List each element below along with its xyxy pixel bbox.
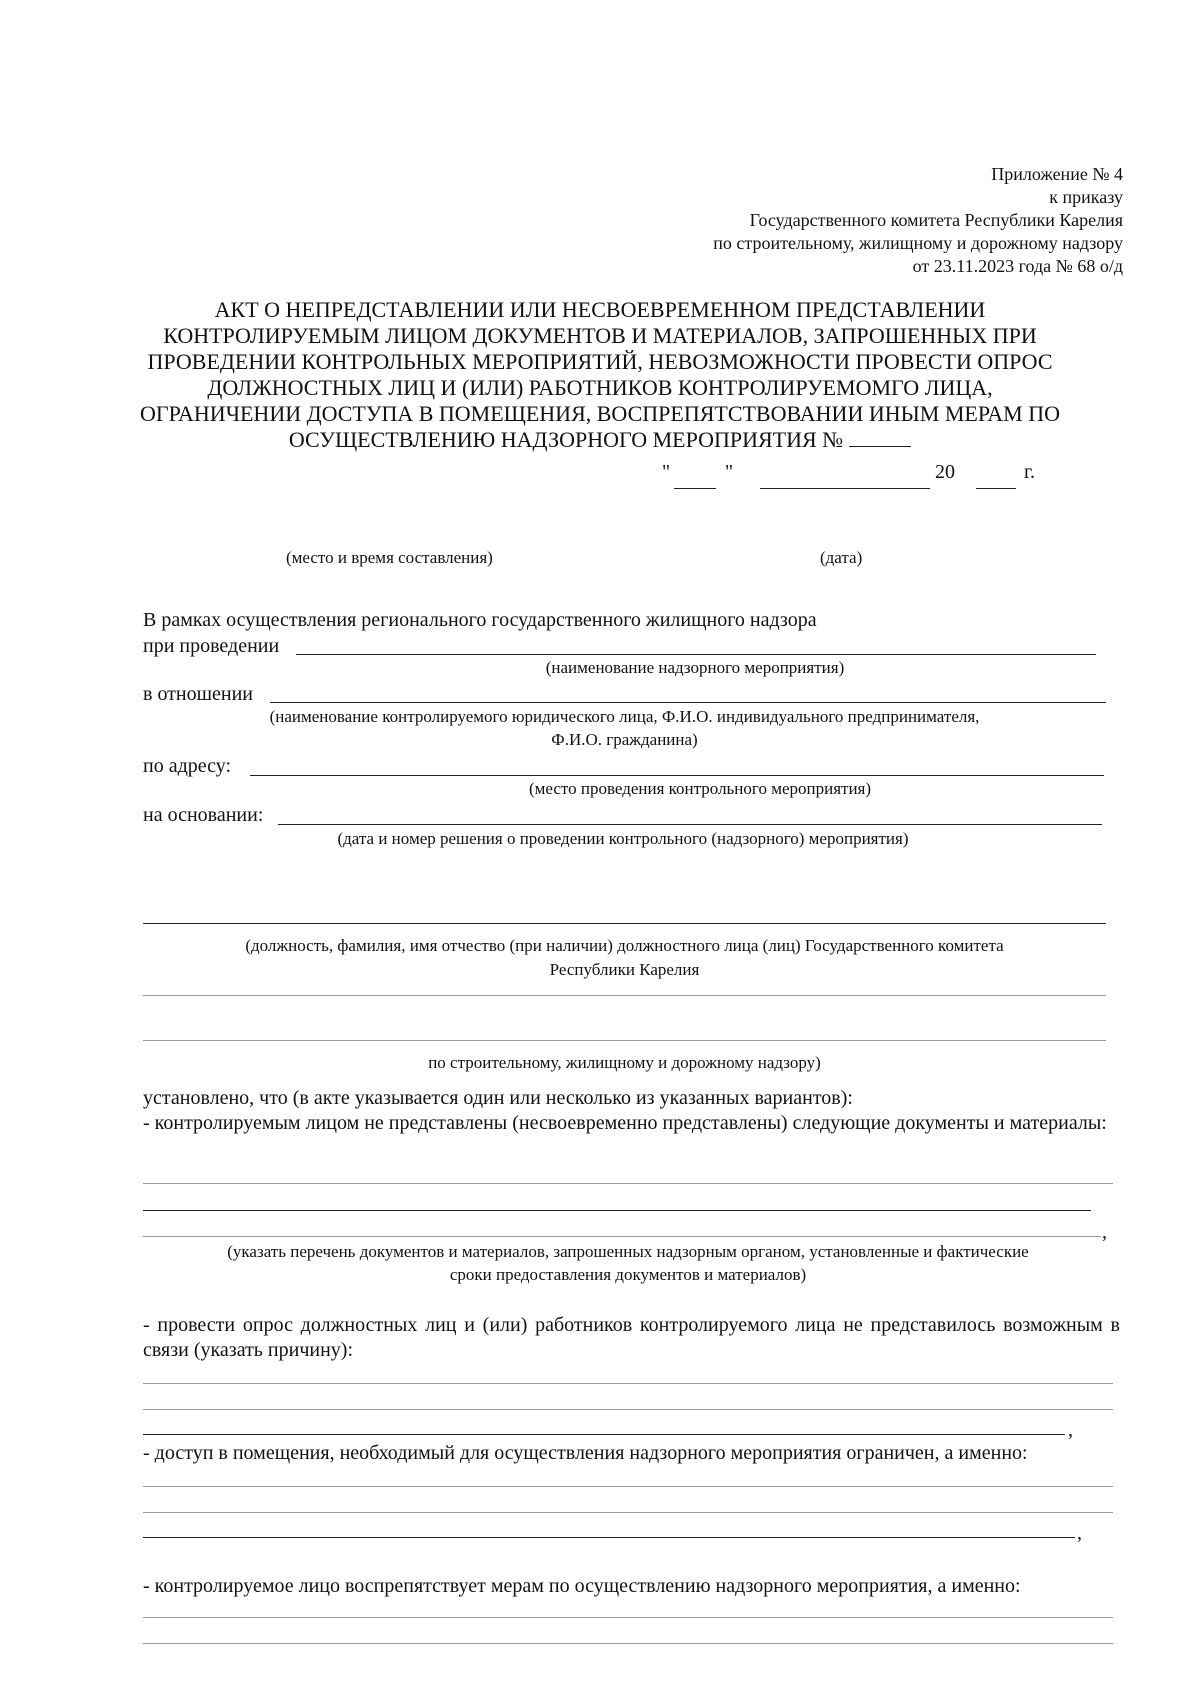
during-caption: (наименование надзорного мероприятия) <box>545 658 845 677</box>
access-line-2[interactable] <box>143 1512 1113 1513</box>
finding-interview-text: - провести опрос должностных лиц и (или) работников контролируемого лица не представилось возможным в связи (указать причину): <box>143 1314 1120 1361</box>
documents-caption-2: сроки предоставления документов и материалов) <box>449 1265 807 1284</box>
official-caption-1: (должность, фамилия, имя отчество (при наличии) должностного лица (лиц) Государственного комитета <box>245 936 1004 955</box>
month-field[interactable] <box>760 488 930 489</box>
during-field[interactable] <box>296 654 1096 655</box>
title-line-3: ПРОВЕДЕНИИ КОНТРОЛЬНЫХ МЕРОПРИЯТИЙ, НЕВОЗМОЖНОСТИ ПРОВЕСТИ ОПРОС <box>147 349 1053 374</box>
year-field[interactable] <box>976 488 1016 489</box>
basis-field[interactable] <box>278 824 1102 825</box>
day-quote-open: " <box>662 461 671 483</box>
obstruction-line-1[interactable] <box>143 1617 1113 1618</box>
address-field[interactable] <box>250 775 1104 776</box>
findings-intro: установлено, что (в акте указывается один или несколько из указанных вариантов): <box>143 1087 853 1109</box>
interview-line-3[interactable] <box>143 1434 1065 1435</box>
address-caption: (место проведения контрольного мероприятия) <box>528 779 872 798</box>
official-caption-3: по строительному, жилищному и дорожному надзору) <box>428 1053 821 1072</box>
finding-obstruction-text: - контролируемое лицо воспрепятствует мерам по осуществлению надзорного мероприятия, а именно: <box>143 1575 1021 1597</box>
day-quote-close: " <box>725 461 734 483</box>
regarding-caption-2: Ф.И.О. гражданина) <box>551 730 698 749</box>
access-line-1[interactable] <box>143 1486 1113 1487</box>
address-label: по адресу: <box>143 755 232 777</box>
interview-line-2[interactable] <box>143 1409 1113 1410</box>
basis-caption: (дата и номер решения о проведении контрольного (надзорного) мероприятия) <box>337 829 909 848</box>
date-caption: (дата) <box>820 548 863 567</box>
documents-line-3[interactable] <box>143 1236 1101 1237</box>
interview-comma: , <box>1068 1419 1073 1441</box>
title-line-5: ОГРАНИЧЕНИИ ДОСТУПА В ПОМЕЩЕНИЯ, ВОСПРЕПЯТСТВОВАНИИ ИНЫМ МЕРАМ ПО <box>140 401 1060 426</box>
year-prefix: 20 <box>935 461 955 483</box>
appendix-number: Приложение № 4 <box>991 164 1123 184</box>
official-caption-2: Республики Карелия <box>549 960 700 979</box>
year-suffix: г. <box>1024 461 1035 483</box>
documents-comma: , <box>1102 1221 1107 1243</box>
official-field[interactable] <box>143 923 1106 924</box>
documents-caption-1: (указать перечень документов и материалов, запрошенных надзорным органом, установленные и фактические <box>227 1242 1029 1261</box>
access-line-3[interactable] <box>143 1537 1075 1538</box>
finding-documents-text: - контролируемым лицом не представлены (несвоевременно представлены) следующие документы и материалы: <box>143 1112 1107 1134</box>
appendix-order-date: от 23.11.2023 года № 68 о/д <box>912 256 1123 276</box>
official-line-2[interactable] <box>143 995 1106 996</box>
official-line-3[interactable] <box>143 1040 1106 1041</box>
appendix-committee-scope: по строительному, жилищному и дорожному надзору <box>713 233 1123 253</box>
basis-label: на основании: <box>143 804 264 826</box>
act-number-field[interactable] <box>849 428 911 447</box>
appendix-order-label: к приказу <box>1049 187 1123 207</box>
title-line-6-text: ОСУЩЕСТВЛЕНИЮ НАДЗОРНОГО МЕРОПРИЯТИЯ № <box>288 427 844 452</box>
document-title <box>140 297 1060 453</box>
title-line-6 <box>140 427 1060 453</box>
during-label: при проведении <box>143 635 280 657</box>
day-field[interactable] <box>674 488 716 489</box>
interview-line-1[interactable] <box>143 1383 1113 1384</box>
access-comma: , <box>1077 1522 1082 1544</box>
title-line-2: КОНТРОЛИРУЕМЫМ ЛИЦОМ ДОКУМЕНТОВ И МАТЕРИАЛОВ, ЗАПРОШЕННЫХ ПРИ <box>163 323 1037 348</box>
documents-line-1[interactable] <box>143 1183 1113 1184</box>
intro-text: В рамках осуществления регионального государственного жилищного надзора <box>143 609 817 631</box>
regarding-caption-1: (наименование контролируемого юридического лица, Ф.И.О. индивидуального предпринимателя, <box>269 707 980 726</box>
obstruction-line-2[interactable] <box>143 1643 1113 1644</box>
regarding-label: в отношении <box>143 683 254 705</box>
documents-line-2[interactable] <box>143 1210 1091 1211</box>
place-time-caption: (место и время составления) <box>286 548 493 567</box>
appendix-committee: Государственного комитета Республики Карелия <box>749 210 1123 230</box>
title-line-1: АКТ О НЕПРЕДСТАВЛЕНИИ ИЛИ НЕСВОЕВРЕМЕННОМ ПРЕДСТАВЛЕНИИ <box>214 297 986 322</box>
regarding-field[interactable] <box>270 702 1106 703</box>
title-line-4: ДОЛЖНОСТНЫХ ЛИЦ И (ИЛИ) РАБОТНИКОВ КОНТРОЛИРУЕМОМГО ЛИЦА, <box>207 375 993 400</box>
finding-access-text: - доступ в помещения, необходимый для осуществления надзорного мероприятия ограничен, а именно: <box>143 1442 1028 1464</box>
